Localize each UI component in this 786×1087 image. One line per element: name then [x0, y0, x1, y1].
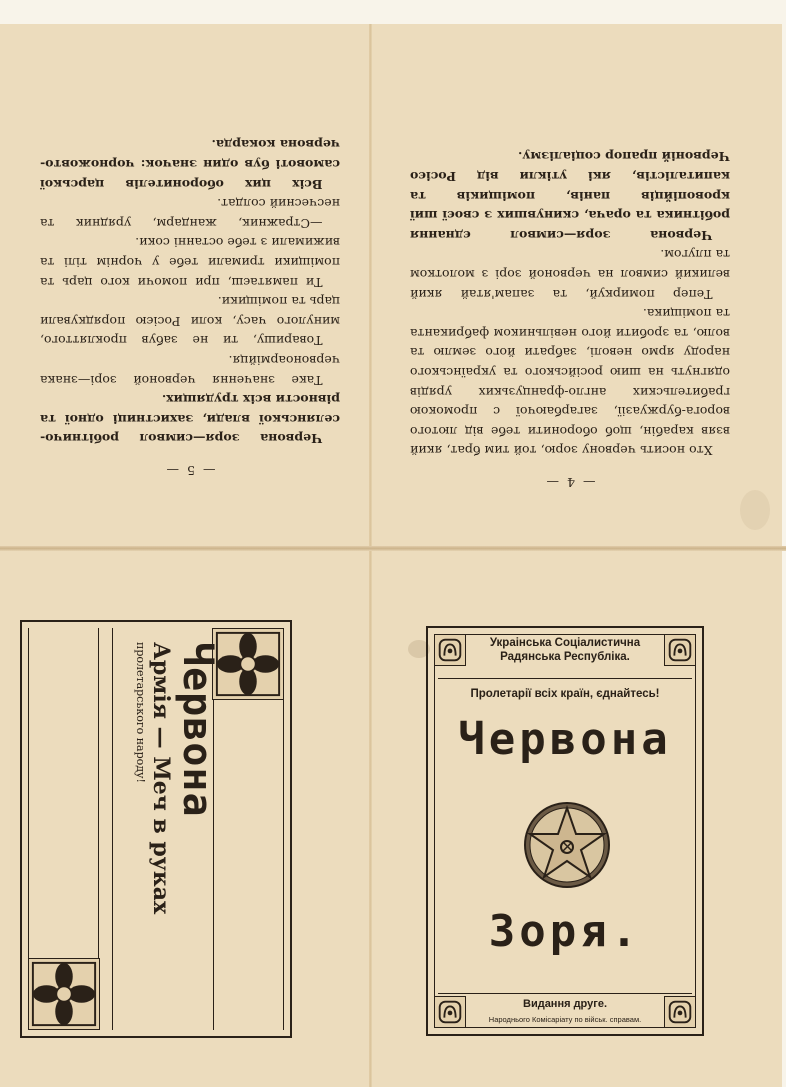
paragraph: Хто носить червону зорю, той тим брат, який взяв карабін, щоб оборонити тебе від лютого ворога-буржуазії, загарбаючої с промокою грабительских англо-французьких урядів одягнуть на шию російського та українського народу ярмо неволі, забрати його землю та волю, та зробити його невільником фабриканта та поміщика. [410, 306, 730, 459]
ornament-icon [664, 996, 696, 1028]
back-slogan-line-3: пролетарського народу! [134, 642, 147, 783]
border-line [112, 628, 113, 1030]
horizontal-fold-crease [0, 546, 786, 551]
ornament-icon [434, 996, 466, 1028]
paragraph: —Стражник, жандарм, урядник та несчесний солдат. [40, 196, 340, 231]
divider [438, 993, 692, 994]
flower-ornament-icon [28, 958, 100, 1030]
divider [438, 678, 692, 679]
page-number: — 5 — [164, 463, 216, 478]
edition-label: Видання друге. [523, 998, 607, 1010]
cover-title-line-1: Червона [458, 714, 672, 765]
scan-margin-top [0, 0, 786, 24]
paragraph: Тепер помиркуй, та запам'ятай який великий символ на червоной зорі з молотком та плугом. [410, 247, 730, 302]
slogan: Пролетарії всіх країн, єднайтесь! [470, 688, 660, 700]
republic-name: Украінська Соціалистична Радянська Республіка. [489, 637, 641, 663]
paragraph: Всіх цих оборонителів царської самовоті був один значок: чорножовто-червона кокарда. [40, 137, 340, 192]
vertical-fold-crease [369, 24, 372, 1087]
page-5-text [40, 60, 340, 480]
ornament-icon [664, 634, 696, 666]
paragraph: Червона зоря—символ робітничо-селянської влади, захистниці одної та рівности всіх трудящих. [40, 392, 340, 447]
paper-stain [740, 490, 770, 530]
page-number: — 4 — [544, 475, 596, 490]
paragraph: Червона зоря—символ єднання робітника та орача, скинувших з своєї шиї кровопійців панів, поміщиків та капиталістів, які утікли від Росієо Червоній прапор соціалізму. [410, 149, 730, 243]
cover-title-line-2: Зоря. [488, 906, 642, 957]
back-slogan-line-2: Армія — Меч в руках [148, 642, 174, 915]
ornament-icon [434, 634, 466, 666]
paragraph: Ти памятаєш, при помочи кого царь та поміщики тримали тебе у чорнім тілі та вижимали з тебе останні соки. [40, 235, 340, 290]
scan-margin-right [782, 0, 786, 1087]
page-4-text [410, 72, 730, 492]
publisher-label: Народнього Комісаріату по військ. справам. [488, 1015, 642, 1024]
back-slogan [118, 642, 234, 1020]
paragraph: Товаришу, ти не забув прокляттого, минулого часу, коли Росією порядкували царь та поміщики. [40, 294, 340, 349]
back-slogan-line-1: Червона [174, 642, 220, 818]
paragraph: Таке значення червоной зорі—знака червоноармійця. [40, 353, 340, 388]
cover-page [426, 626, 704, 1036]
back-page [20, 620, 292, 1038]
red-star-emblem-icon [522, 800, 612, 890]
